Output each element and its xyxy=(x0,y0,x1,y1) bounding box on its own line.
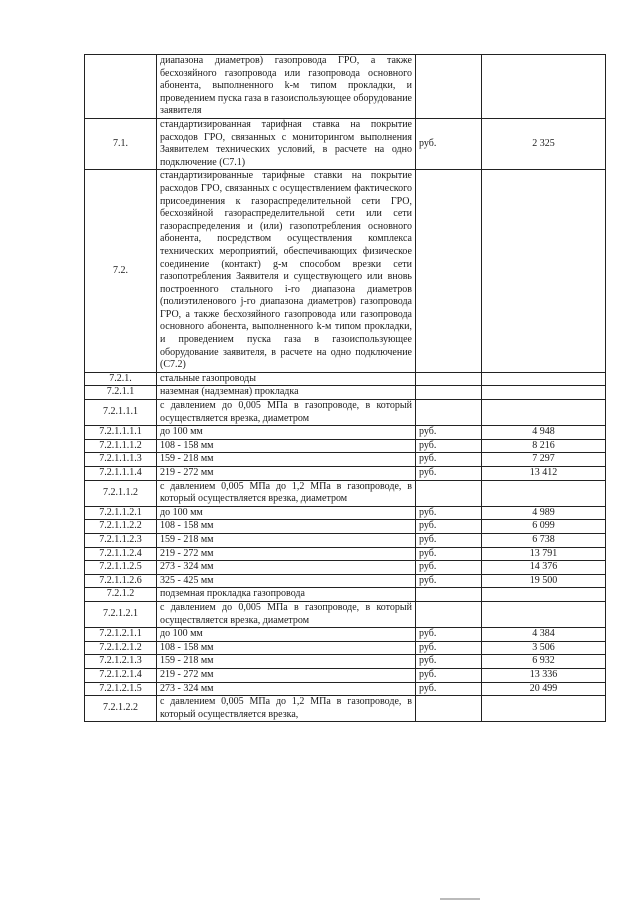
row-unit-cell: руб. xyxy=(416,426,482,440)
row-description-cell: 325 - 425 мм xyxy=(157,574,416,588)
row-unit-cell xyxy=(416,601,482,627)
row-description-cell: до 100 мм xyxy=(157,426,416,440)
table-row xyxy=(85,561,606,575)
row-value-cell: 6 099 xyxy=(482,520,606,534)
row-value-cell: 6 932 xyxy=(482,655,606,669)
row-unit-cell: руб. xyxy=(416,533,482,547)
row-number-cell: 7.2.1.1.1.2 xyxy=(85,439,157,453)
row-unit-cell: руб. xyxy=(416,453,482,467)
row-number-cell: 7.2.1.1.1.4 xyxy=(85,467,157,481)
row-number-cell: 7.2.1.2.1.1 xyxy=(85,628,157,642)
table-row xyxy=(85,439,606,453)
row-number-cell: 7.2.1.1.2.1 xyxy=(85,506,157,520)
row-description-cell: 219 - 272 мм xyxy=(157,547,416,561)
page-footer-mark xyxy=(440,898,480,900)
row-unit-cell xyxy=(416,400,482,426)
row-unit-cell: руб. xyxy=(416,641,482,655)
row-number-cell: 7.2.1.2.1.3 xyxy=(85,655,157,669)
table-row xyxy=(85,55,606,119)
table-row xyxy=(85,170,606,373)
row-value-cell: 7 297 xyxy=(482,453,606,467)
table-row xyxy=(85,668,606,682)
row-value-cell: 3 506 xyxy=(482,641,606,655)
row-description-cell: 108 - 158 мм xyxy=(157,520,416,534)
row-number-cell: 7.2.1. xyxy=(85,372,157,386)
row-number-cell: 7.2.1.1.2.2 xyxy=(85,520,157,534)
row-unit-cell: руб. xyxy=(416,467,482,481)
table-row xyxy=(85,641,606,655)
row-value-cell: 14 376 xyxy=(482,561,606,575)
row-description-cell: до 100 мм xyxy=(157,506,416,520)
row-description-cell: с давлением 0,005 МПа до 1,2 МПа в газопроводе, в который осуществляется врезка, диаметром xyxy=(157,480,416,506)
row-value-cell xyxy=(482,601,606,627)
row-value-cell: 13 791 xyxy=(482,547,606,561)
row-unit-cell xyxy=(416,372,482,386)
row-value-cell xyxy=(482,696,606,722)
table-row xyxy=(85,453,606,467)
row-value-cell xyxy=(482,588,606,602)
tariff-table xyxy=(84,54,606,722)
row-description-cell: 219 - 272 мм xyxy=(157,467,416,481)
row-description-cell: 108 - 158 мм xyxy=(157,641,416,655)
row-unit-cell: руб. xyxy=(416,520,482,534)
row-number-cell: 7.2.1.1 xyxy=(85,386,157,400)
row-number-cell: 7.2.1.1.2.6 xyxy=(85,574,157,588)
row-description-cell: 159 - 218 мм xyxy=(157,453,416,467)
row-unit-cell xyxy=(416,588,482,602)
row-unit-cell xyxy=(416,386,482,400)
table-row xyxy=(85,480,606,506)
table-row xyxy=(85,426,606,440)
table-row xyxy=(85,386,606,400)
row-unit-cell: руб. xyxy=(416,628,482,642)
table-row xyxy=(85,372,606,386)
row-number-cell: 7.2.1.1.2 xyxy=(85,480,157,506)
row-unit-cell: руб. xyxy=(416,561,482,575)
row-value-cell xyxy=(482,55,606,119)
row-description-cell: 273 - 324 мм xyxy=(157,561,416,575)
table-row xyxy=(85,533,606,547)
table-row xyxy=(85,588,606,602)
row-value-cell: 6 738 xyxy=(482,533,606,547)
row-unit-cell: руб. xyxy=(416,574,482,588)
row-description-cell: стандартизированная тарифная ставка на покрытие расходов ГРО, связанных с мониторингом выполнения Заявителем технических условий, в расчете на одно подключение (С7.1) xyxy=(157,118,416,169)
table-row xyxy=(85,696,606,722)
table-row xyxy=(85,628,606,642)
row-value-cell xyxy=(482,400,606,426)
row-number-cell: 7.2.1.1.1 xyxy=(85,400,157,426)
row-value-cell: 20 499 xyxy=(482,682,606,696)
row-number-cell: 7.2.1.2.1.2 xyxy=(85,641,157,655)
table-row xyxy=(85,520,606,534)
row-number-cell: 7.2.1.2.1.5 xyxy=(85,682,157,696)
row-value-cell: 4 989 xyxy=(482,506,606,520)
row-value-cell: 13 336 xyxy=(482,668,606,682)
row-value-cell: 13 412 xyxy=(482,467,606,481)
row-description-cell: диапазона диаметров) газопровода ГРО, а также бесхозяйного газопровода или газопровода основного абонента, выполненного k-м типом прокладки, и проведением пуска газа в газоиспользующее оборудование заявителя xyxy=(157,55,416,119)
row-description-cell: 108 - 158 мм xyxy=(157,439,416,453)
table-row xyxy=(85,118,606,169)
row-number-cell: 7.2.1.1.1.1 xyxy=(85,426,157,440)
row-description-cell: 159 - 218 мм xyxy=(157,655,416,669)
row-description-cell: 273 - 324 мм xyxy=(157,682,416,696)
row-description-cell: с давлением до 0,005 МПа в газопроводе, в который осуществляется врезка, диаметром xyxy=(157,400,416,426)
row-unit-cell xyxy=(416,170,482,373)
row-value-cell: 4 384 xyxy=(482,628,606,642)
row-description-cell: 159 - 218 мм xyxy=(157,533,416,547)
row-number-cell: 7.2.1.2.1.4 xyxy=(85,668,157,682)
table-row xyxy=(85,601,606,627)
row-unit-cell: руб. xyxy=(416,682,482,696)
row-number-cell: 7.2.1.2.2 xyxy=(85,696,157,722)
row-description-cell: наземная (надземная) прокладка xyxy=(157,386,416,400)
row-unit-cell: руб. xyxy=(416,547,482,561)
row-number-cell xyxy=(85,55,157,119)
row-number-cell: 7.2.1.2 xyxy=(85,588,157,602)
table-row xyxy=(85,506,606,520)
row-description-cell: стальные газопроводы xyxy=(157,372,416,386)
row-number-cell: 7.2.1.2.1 xyxy=(85,601,157,627)
row-unit-cell: руб. xyxy=(416,439,482,453)
row-number-cell: 7.2.1.1.2.4 xyxy=(85,547,157,561)
row-unit-cell xyxy=(416,480,482,506)
row-unit-cell: руб. xyxy=(416,506,482,520)
table-row xyxy=(85,682,606,696)
row-number-cell: 7.2.1.1.2.5 xyxy=(85,561,157,575)
row-number-cell: 7.2.1.1.2.3 xyxy=(85,533,157,547)
row-description-cell: до 100 мм xyxy=(157,628,416,642)
row-description-cell: с давлением 0,005 МПа до 1,2 МПа в газопроводе, в который осуществляется врезка, xyxy=(157,696,416,722)
row-value-cell xyxy=(482,170,606,373)
table-row xyxy=(85,547,606,561)
row-value-cell: 4 948 xyxy=(482,426,606,440)
row-value-cell xyxy=(482,480,606,506)
table-row xyxy=(85,467,606,481)
row-description-cell: с давлением до 0,005 МПа в газопроводе, в который осуществляется врезка, диаметром xyxy=(157,601,416,627)
row-description-cell: стандартизированные тарифные ставки на покрытие расходов ГРО, связанных с осуществлением фактического присоединения к газораспределительной сети ГРО, бесхозяйной газораспределительной сети или сети газораспределения и (или) газопотребления основного абонента, посредством осуществления комплекса технических мероприятий, обеспечивающих физическое соединение (контакт) g-м способом врезки сети газопотребления Заявителя и существующего или вновь построенного стального i-го диапазона диаметров (полиэтиленового j-го диапазона диаметров) газопровода ГРО, а также бесхозяйного газопровода или газопровода основного абонента, выполненного k-м типом прокладки, и проведением пуска газа в газоиспользующее оборудование заявителя, в расчете на одно подключение (С7.2) xyxy=(157,170,416,373)
row-value-cell: 19 500 xyxy=(482,574,606,588)
row-number-cell: 7.2.1.1.1.3 xyxy=(85,453,157,467)
row-unit-cell: руб. xyxy=(416,655,482,669)
row-value-cell xyxy=(482,386,606,400)
row-value-cell xyxy=(482,372,606,386)
table-row xyxy=(85,400,606,426)
row-unit-cell xyxy=(416,696,482,722)
row-description-cell: подземная прокладка газопровода xyxy=(157,588,416,602)
row-unit-cell: руб. xyxy=(416,118,482,169)
row-unit-cell: руб. xyxy=(416,668,482,682)
row-number-cell: 7.1. xyxy=(85,118,157,169)
table-row xyxy=(85,574,606,588)
row-description-cell: 219 - 272 мм xyxy=(157,668,416,682)
table-row xyxy=(85,655,606,669)
row-value-cell: 8 216 xyxy=(482,439,606,453)
row-number-cell: 7.2. xyxy=(85,170,157,373)
row-value-cell: 2 325 xyxy=(482,118,606,169)
row-unit-cell xyxy=(416,55,482,119)
